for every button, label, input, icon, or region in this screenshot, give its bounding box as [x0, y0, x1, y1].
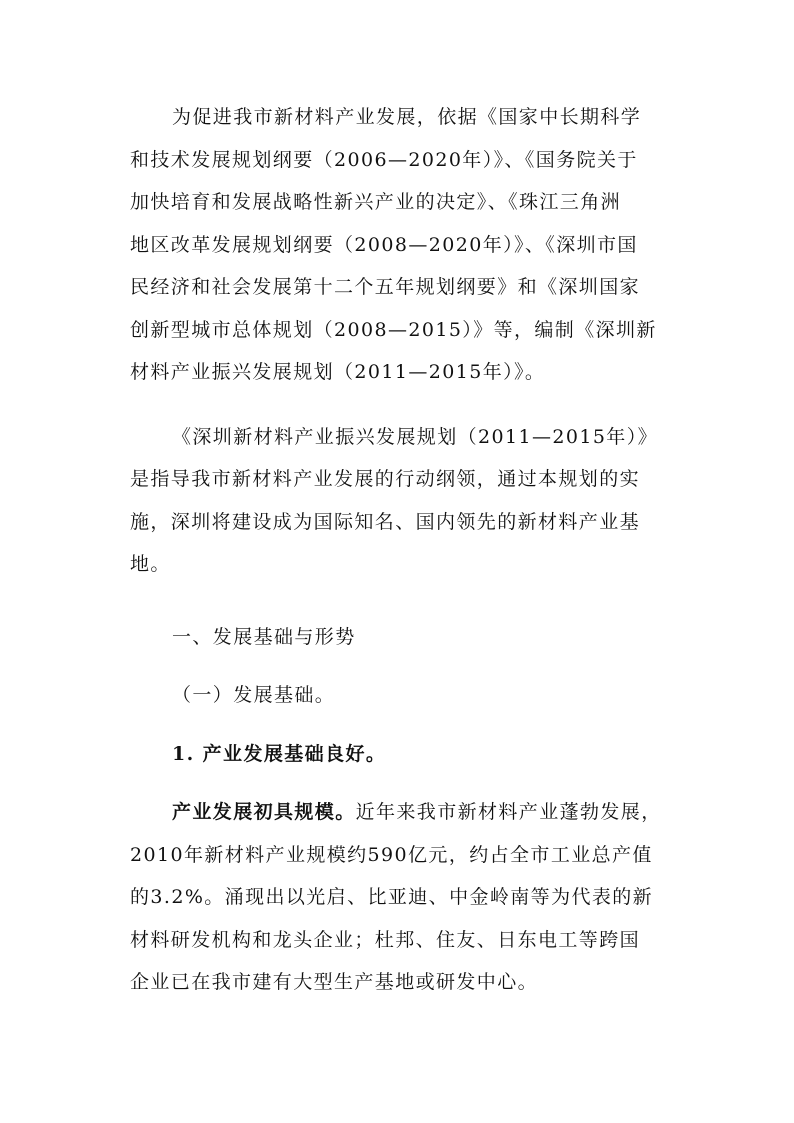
text-line: 和技术发展规划纲要（2006—2020年）》、《国务院关于	[130, 148, 638, 171]
text-line: 地。	[130, 553, 171, 575]
text-line: 加快培育和发展战略性新兴产业的决定》、《珠江三角洲	[130, 191, 622, 213]
subsection-heading: （一）发展基础。	[172, 684, 336, 706]
text-line: 地区改革发展规划纲要（2008—2020年）》、《深圳市国	[130, 233, 638, 256]
item-heading: 1. 产业发展基础良好。	[172, 742, 387, 765]
text-line: 企业已在我市建有大型生产基地或研发中心。	[130, 971, 539, 993]
text-line: 为促进我市新材料产业发展，依据《国家中长期科学	[172, 106, 642, 128]
industry-scale-paragraph	[130, 791, 680, 1004]
text-line: 民经济和社会发展第十二个五年规划纲要》和《深圳国家	[130, 276, 641, 298]
intro-paragraph	[130, 96, 680, 394]
text-line: 的3.2%。涌现出以光启、比亚迪、中金岭南等为代表的新	[130, 886, 654, 908]
document-body	[130, 96, 680, 1004]
text-line: 《深圳新材料产业振兴发展规划（2011—2015年）》	[172, 425, 659, 448]
plan-purpose-paragraph	[130, 416, 680, 586]
lead-rest: 近年来我市新材料产业蓬勃发展，	[355, 801, 662, 823]
text-line: 材料产业振兴发展规划（2011—2015年）》。	[130, 361, 546, 383]
text-line: 创新型城市总体规划（2008—2015）》等，编制《深圳新	[130, 318, 657, 341]
text-line: 材料研发机构和龙头企业；杜邦、住友、日东电工等跨国	[130, 928, 641, 951]
section-heading: 一、发展基础与形势	[172, 625, 356, 648]
text-line: 2010年新材料产业规模约590亿元，约占全市工业总产值	[130, 843, 653, 866]
text-line: 是指导我市新材料产业发展的行动纲领，通过本规划的实	[130, 468, 641, 490]
text-line: 施，深圳将建设成为国际知名、国内领先的新材料产业基	[130, 510, 641, 533]
lead-phrase: 产业发展初具规模。	[172, 801, 356, 823]
text-line	[130, 791, 680, 834]
